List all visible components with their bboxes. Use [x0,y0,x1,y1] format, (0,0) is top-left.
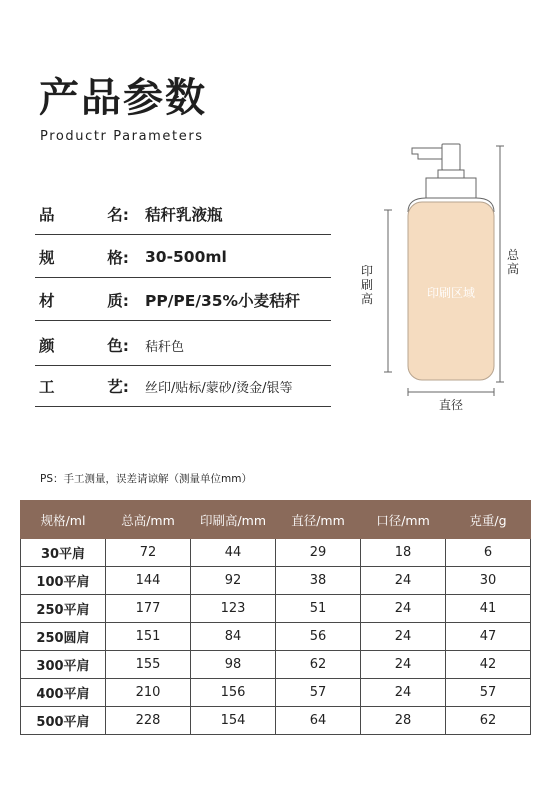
table-cell: 144 [106,567,191,595]
table-cell: 24 [361,567,446,595]
param-row-name [35,194,331,235]
param-label-char: 质: [107,292,129,310]
measurement-note: PS：手工测量，误差请谅解（测量单位mm） [40,473,252,485]
page-title: 产品参数 [39,75,207,121]
table-header-cell: 印刷高/mm [191,501,276,539]
table-cell: 44 [191,539,276,567]
param-label [35,203,135,225]
param-label-char: 材 [39,292,55,310]
param-label-char: 工 [39,378,55,396]
table-cell: 151 [106,623,191,651]
param-label [35,246,135,268]
table-row [21,567,531,595]
table-cell: 123 [191,595,276,623]
table-cell: 51 [276,595,361,623]
page-subtitle: Productr Parameters [40,129,204,144]
table-cell: 100平肩 [21,567,106,595]
table-header-cell: 口径/mm [361,501,446,539]
table-cell: 64 [276,707,361,735]
table-cell: 250平肩 [21,595,106,623]
diameter-label: 直径 [438,398,463,412]
table-cell: 250圆肩 [21,623,106,651]
table-cell: 6 [446,539,531,567]
table-row [21,679,531,707]
param-label-char: 色: [107,337,129,355]
table-cell: 30平肩 [21,539,106,567]
table-cell: 41 [446,595,531,623]
table-header-cell: 直径/mm [276,501,361,539]
table-cell: 24 [361,679,446,707]
table-cell: 18 [361,539,446,567]
table-cell: 38 [276,567,361,595]
table-header-cell: 克重/g [446,501,531,539]
print-area-label: 印刷区域 [426,286,475,300]
table-row [21,539,531,567]
table-cell: 156 [191,679,276,707]
print-height-label: 印刷高 [360,264,373,306]
bottle-illustration [350,140,550,420]
table-cell: 210 [106,679,191,707]
param-label-char: 格: [107,249,129,267]
pump-head-icon [442,144,460,170]
table-cell: 300平肩 [21,651,106,679]
table-cell: 57 [446,679,531,707]
table-cell: 228 [106,707,191,735]
total-height-label: 总高 [506,248,519,276]
table-cell: 57 [276,679,361,707]
table-cell: 47 [446,623,531,651]
table-cell: 72 [106,539,191,567]
table-cell: 28 [361,707,446,735]
param-label [35,375,135,397]
table-cell: 42 [446,651,531,679]
table-cell: 56 [276,623,361,651]
table-cell: 24 [361,623,446,651]
table-cell: 29 [276,539,361,567]
table-row [21,707,531,735]
param-row-spec [35,237,331,278]
param-label-char: 规 [39,249,55,267]
param-value: 30-500ml [145,248,227,266]
table-row [21,651,531,679]
bottle-neck-icon [426,178,476,198]
table-cell: 98 [191,651,276,679]
param-value: 秸秆色 [145,339,185,355]
param-label [35,334,135,356]
param-row-material [35,280,331,321]
table-header-row [21,501,531,539]
table-row [21,595,531,623]
table-cell: 154 [191,707,276,735]
table-cell: 155 [106,651,191,679]
param-label-char: 颜 [39,337,55,355]
param-value: 秸秆乳液瓶 [145,206,223,224]
table-cell: 24 [361,651,446,679]
table-cell: 500平肩 [21,707,106,735]
table-cell: 400平肩 [21,679,106,707]
param-value: 丝印/贴标/蒙砂/烫金/银等 [145,380,293,396]
pump-collar-icon [438,170,464,178]
param-row-craft [35,366,331,407]
table-header-cell: 总高/mm [106,501,191,539]
param-label-char: 名: [107,206,129,224]
table-cell: 92 [191,567,276,595]
table-cell: 177 [106,595,191,623]
table-cell: 84 [191,623,276,651]
table-cell: 24 [361,595,446,623]
param-label-char: 品 [39,206,55,224]
table-header-cell: 规格/ml [21,501,106,539]
pump-nozzle-icon [412,148,442,159]
table-cell: 62 [276,651,361,679]
param-value: PP/PE/35%小麦秸秆 [145,292,301,310]
param-label [35,289,135,311]
param-row-color [35,325,331,366]
table-row [21,623,531,651]
table-cell: 62 [446,707,531,735]
spec-table [20,500,531,735]
bottle-diagram [350,140,550,420]
table-cell: 30 [446,567,531,595]
param-label-char: 艺: [107,378,129,396]
